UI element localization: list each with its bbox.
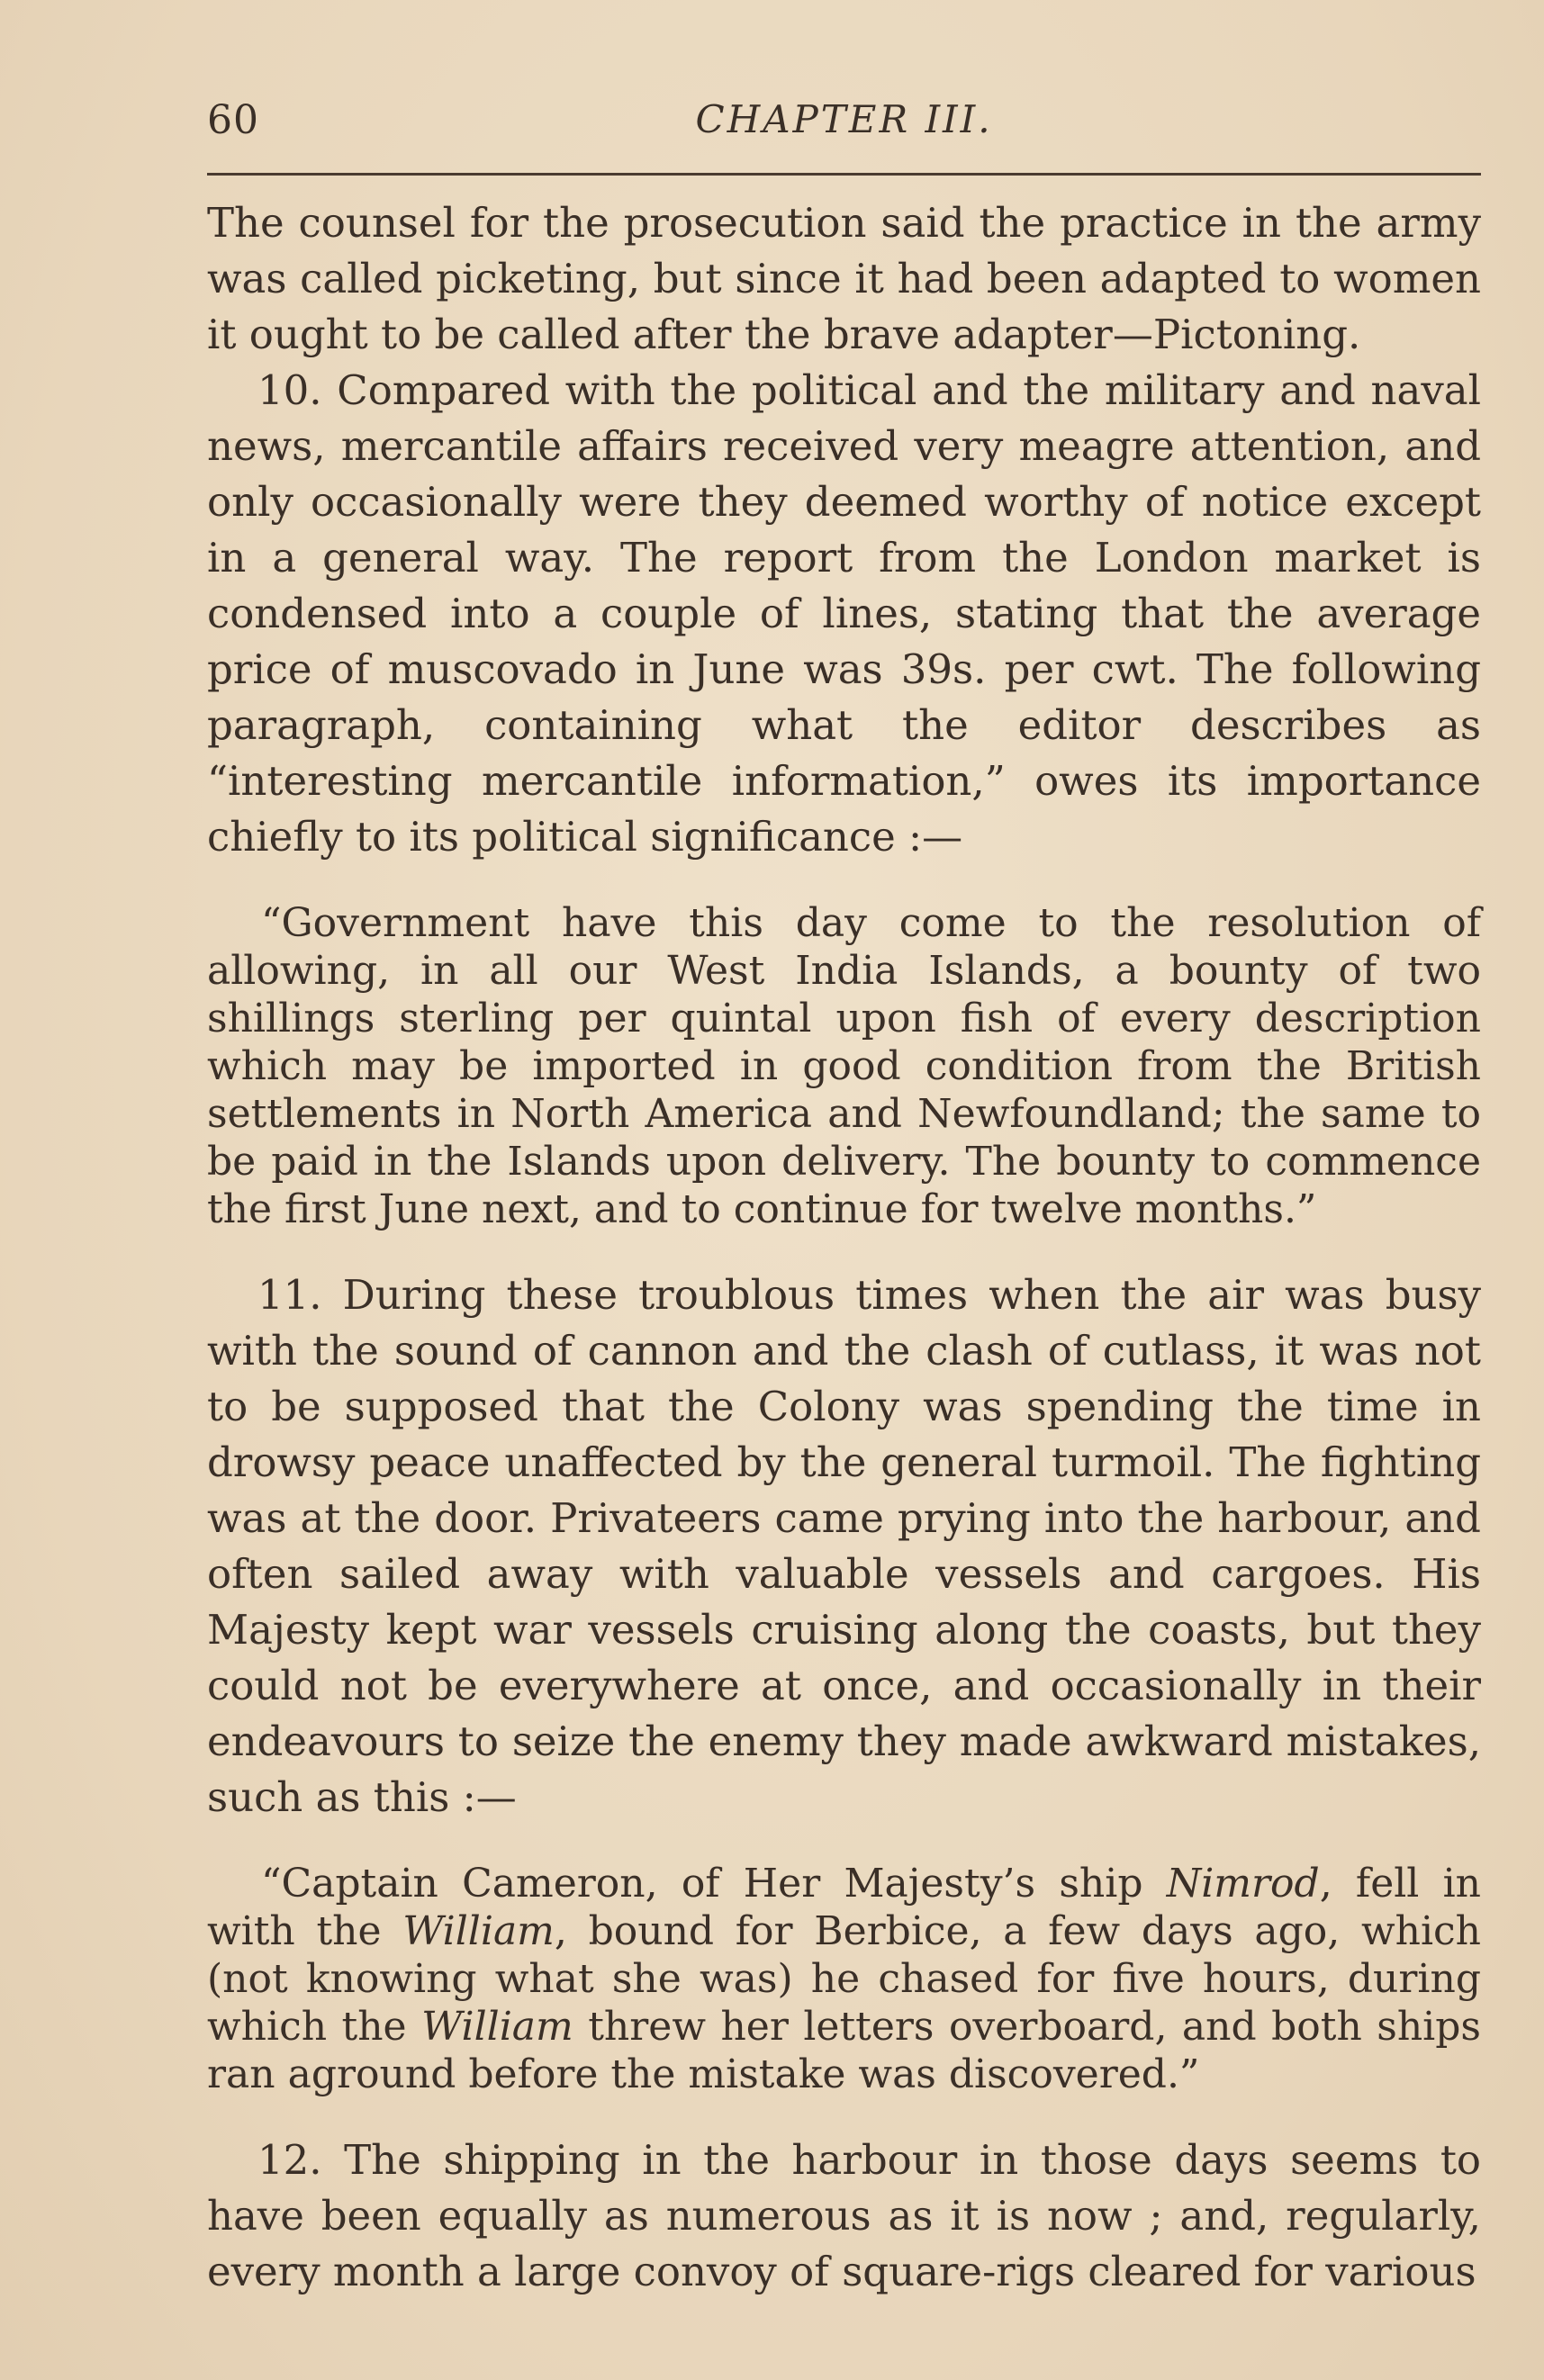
chapter-title: CHAPTER III. xyxy=(695,97,993,141)
quote-bounty: “Government have this day come to the resolution of allowing, in all our West India Islands, a bounty of two shillings sterling per quintal upon fish of every description which may be imported in good condition from the British settlements in North America and Newfoundland; the same to be paid in the Islands upon delivery. The bounty to commence the first June next, and to continue for twelve months.” xyxy=(207,900,1481,1232)
paragraph-11: 11. During these troublous times when the air was busy with the sound of cannon and the clash of cutlass, it was not to be supposed that the Colony was spending the time in drowsy peace unaffected by the general turmoil. The fighting was at the door. Privateers came prying into the harbour, and often sailed away with valuable vessels and cargoes. His Majesty kept war vessels cruising along the coasts, but they could not be everywhere at once, and occasionally in their endeavours to seize the enemy they made awkward mistakes, such as this :— xyxy=(207,1271,1481,1821)
paragraph-12: 12. The shipping in the harbour in those days seems to have been equally as numerous as it is now ; and, regularly, every month a large convoy of square-rigs cleared for various xyxy=(207,2136,1481,2295)
quote-nimrod-part1: “Captain Cameron, of Her Majesty’s ship xyxy=(261,1861,1167,1907)
paragraph-continuation: The counsel for the prosecution said the practice in the army was called picketing, but since it had been adapted to women it ought to be called after the brave adapter—Pictoning. xyxy=(207,199,1481,358)
quote-nimrod-part4: threw her letters overboard, and both ships ran aground before the mistake was discovered.” xyxy=(207,2004,1481,2097)
book-page xyxy=(207,90,1481,2300)
ship-name-william-2: William xyxy=(421,2004,573,2050)
header-rule xyxy=(207,173,1481,176)
quote-nimrod-part3: , bound for Berbice, a few days ago, which (not knowing what she was) he chased for five hours, during which the xyxy=(207,1908,1481,2050)
ship-name-nimrod: Nimrod xyxy=(1166,1861,1320,1907)
ship-name-william: William xyxy=(402,1908,555,1954)
page-number: 60 xyxy=(207,97,259,143)
running-head xyxy=(207,90,1481,162)
quote-nimrod xyxy=(207,1860,1481,2098)
quote-nimrod-part2: , fell in with the xyxy=(207,1861,1481,1954)
paragraph-10: 10. Compared with the political and the military and naval news, mercantile affairs received very meagre attention, and only occasionally were they deemed worthy of notice except in a general way. The report from the London market is condensed into a couple of lines, stating that the average price of muscovado in June was 39s. per cwt. The following paragraph, containing what the editor describes as “interesting mercantile information,” owes its importance chiefly to its political significance :— xyxy=(207,366,1481,861)
